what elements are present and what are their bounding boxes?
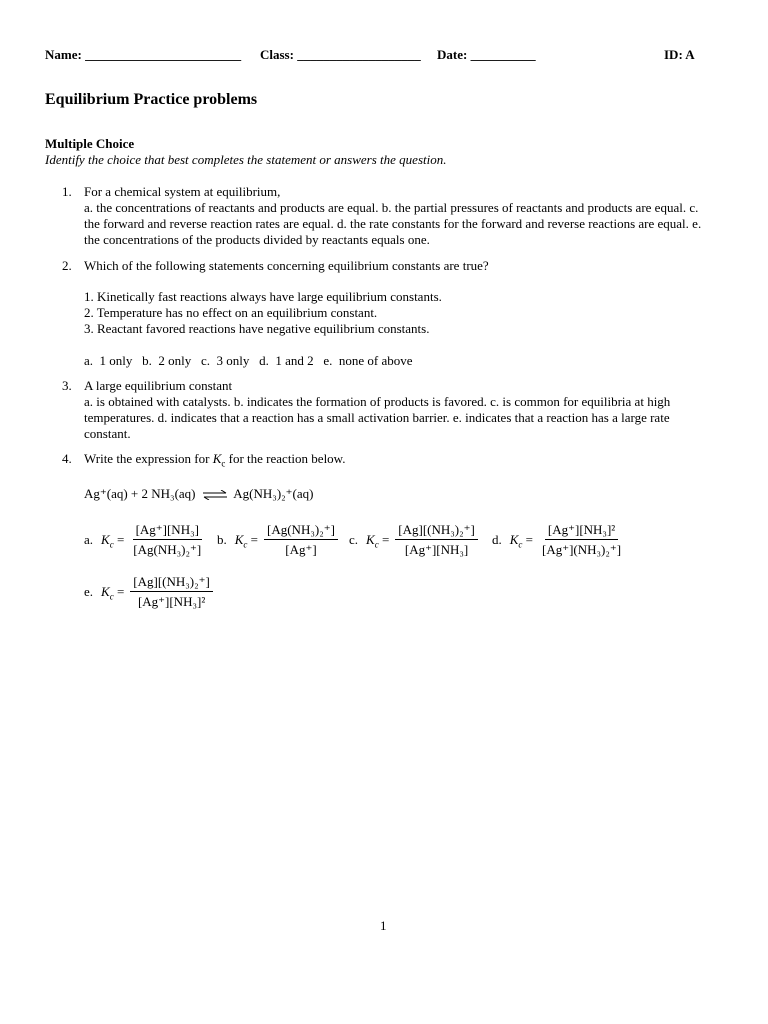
q1-options: a. the concentrations of reactants and products are equal. b. the partial pressures of reactants and products are equal. c. the forward and reverse reaction rates are equal. d. the rate constants for the forward and reverse reactions are equal. e. the concentrations of the products divided by reactants equals one. — [84, 200, 702, 247]
numerator: [Ag][(NH₃)₂⁺] — [395, 522, 478, 540]
fraction — [130, 574, 213, 609]
q2-statement-2: 2. Temperature has no effect on an equilibrium constant. — [84, 305, 378, 320]
q4-option-c: c. $K_c$ = $\frac{\text{[Ag][(NH₃)₂⁺]}}{\text{[Ag⁺][NH₃]}}$ — [349, 522, 480, 557]
page-title: Equilibrium Practice problems — [45, 91, 258, 108]
q4-option-e: e. $K_c$ = $\frac{\text{[Ag][(NH₃)₂⁺]}}{\text{[Ag⁺][NH₃]²}}$ — [84, 574, 215, 609]
q4-option-a: a. $K_c$ = $\frac{\text{[Ag⁺][NH₃]}}{\text{[Ag(NH₃)₂⁺]}}$ — [84, 522, 206, 557]
fraction — [395, 522, 478, 557]
q4-option-d: d. $K_c$ = $\frac{\text{[Ag⁺][NH₃]²}}{\text{[Ag⁺](NH₃)₂⁺]}}$ — [492, 522, 626, 557]
section-heading: Multiple Choice — [45, 136, 135, 151]
denominator: [Ag⁺][NH₃] — [404, 542, 469, 557]
date-field: Date: __________ — [437, 47, 536, 62]
numerator: [Ag(NH₃)₂⁺] — [264, 522, 338, 540]
fraction — [264, 522, 338, 557]
q1-number: 1. — [62, 184, 72, 199]
reaction-products: Ag(NH₃)₂⁺(aq) — [233, 486, 314, 501]
id-label: ID: A — [664, 47, 695, 62]
q2-options: a. 1 only b. 2 only c. 3 only d. 1 and 2 e. none of above — [84, 353, 413, 368]
denominator: [Ag(NH₃)₂⁺] — [133, 542, 202, 557]
section-instructions: Identify the choice that best completes the statement or answers the question. — [45, 152, 447, 167]
numerator: [Ag⁺][NH₃]² — [545, 522, 618, 540]
page-number: 1 — [380, 918, 387, 933]
fraction — [539, 522, 624, 557]
name-field: Name: ________________________ — [45, 47, 242, 62]
q2-statement-3: 3. Reactant favored reactions have negative equilibrium constants. — [84, 321, 430, 336]
q3-number: 3. — [62, 378, 72, 393]
q3-stem: A large equilibrium constant — [84, 378, 233, 393]
q4-stem: Write the expression for $K_c$ for the reaction below. — [84, 451, 346, 469]
denominator: [Ag⁺] — [285, 542, 317, 557]
q4-option-b: b. $K_c$ = $\frac{\text{[Ag(NH₃)₂⁺]}}{[Ag^+]}$ — [217, 522, 340, 557]
q2-number: 2. — [62, 258, 72, 273]
denominator: [Ag⁺][NH₃]² — [137, 594, 206, 609]
q2-statement-1: 1. Kinetically fast reactions always have large equilibrium constants. — [84, 289, 442, 304]
equilibrium-arrows-icon — [202, 490, 228, 500]
numerator: [Ag⁺][NH₃] — [133, 522, 202, 540]
class-field: Class: ___________________ — [260, 47, 421, 62]
numerator: [Ag][(NH₃)₂⁺] — [130, 574, 213, 592]
fraction — [130, 522, 204, 557]
q4-number: 4. — [62, 451, 72, 466]
denominator: [Ag⁺](NH₃)₂⁺] — [542, 542, 622, 557]
reaction-reactants: Ag⁺(aq) + 2 NH₃(aq) — [84, 486, 196, 501]
q4-reaction-equation — [84, 486, 313, 502]
q1-stem: For a chemical system at equilibrium, — [84, 184, 281, 199]
q3-options: a. is obtained with catalysts. b. indicates the formation of products is favored. c. is common for equilibria at high temperatures. d. indicates that a reaction has a small activation barrier. e. indicates that a reaction has a large rate constant. — [84, 394, 671, 441]
q2-stem: Which of the following statements concerning equilibrium constants are true? — [84, 258, 489, 273]
